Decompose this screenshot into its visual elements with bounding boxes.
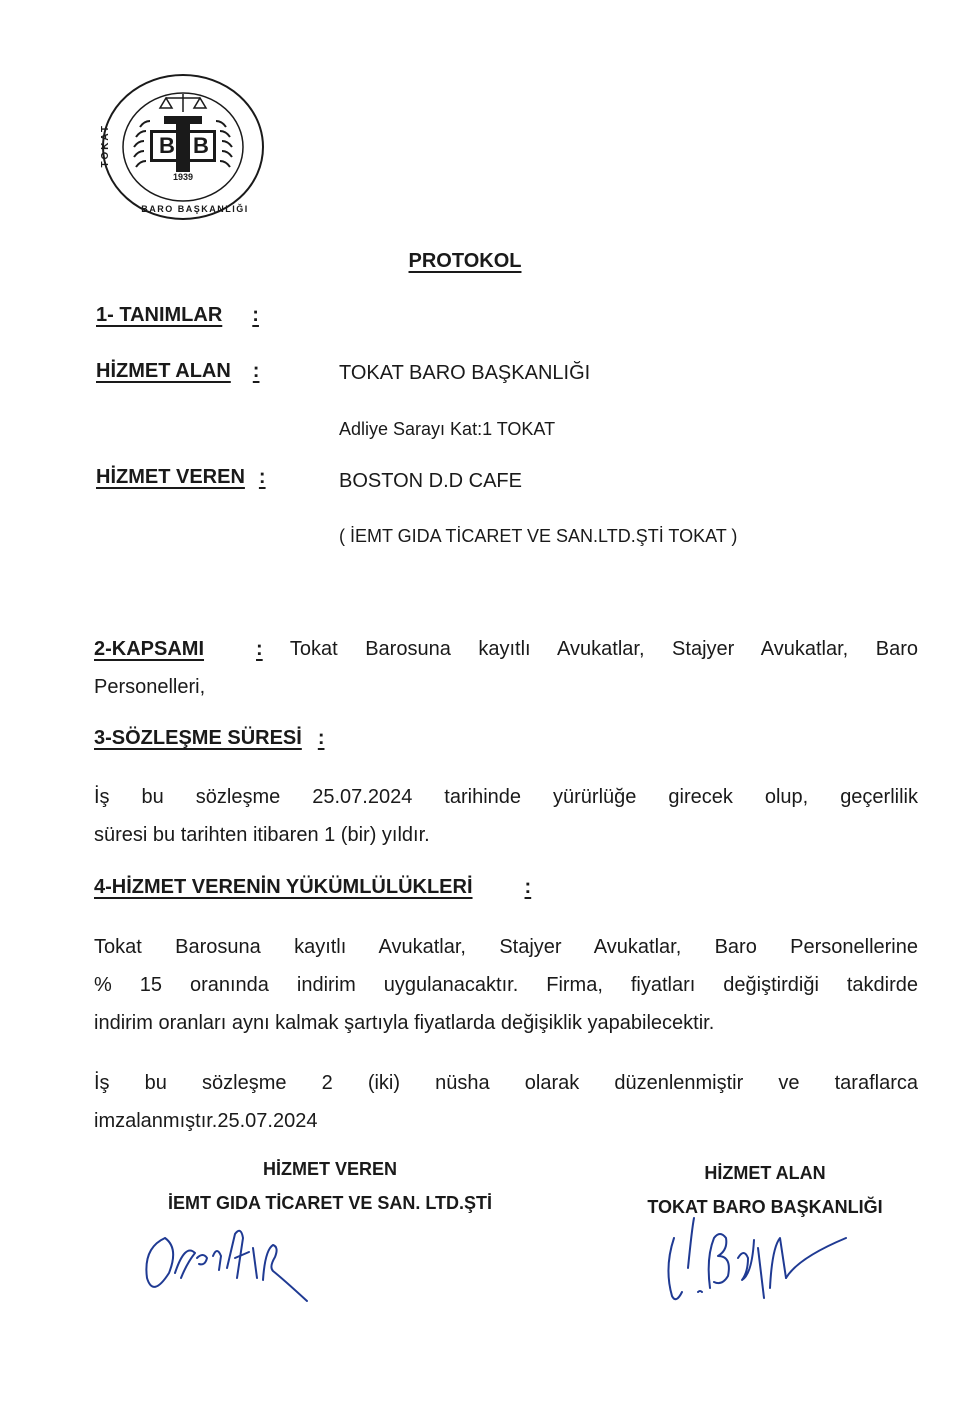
document-title: PROTOKOL <box>408 250 522 272</box>
bar-association-seal <box>98 72 268 222</box>
closing-line-2: imzalanmıştır.25.07.2024 <box>94 1110 318 1132</box>
signature-left-handwriting <box>135 1218 335 1308</box>
seal-bottom-text: BARO BAŞKANLIĞI <box>141 204 249 214</box>
signature-block-left <box>110 1152 550 1220</box>
hizmet-alan-colon: : <box>252 360 260 382</box>
section-tanimlar-label <box>96 304 259 327</box>
seal-letter-left: B <box>159 133 175 158</box>
yukumluluk-body <box>94 928 918 1042</box>
tanimlar-colon: : <box>252 304 259 326</box>
sure-label: 3-SÖZLEŞME SÜRESİ <box>94 727 302 749</box>
signature-left-role: HİZMET VEREN <box>262 1159 397 1179</box>
yukumluluk-label: 4-HİZMET VERENİN YÜKÜMLÜLÜKLERİ <box>94 876 473 898</box>
signature-right-name: TOKAT BARO BAŞKANLIĞI <box>647 1197 883 1217</box>
signature-left-name: İEMT GIDA TİCARET VE SAN. LTD.ŞTİ <box>168 1193 492 1213</box>
seal-letter-right: B <box>193 133 209 158</box>
hizmet-veren-label: HİZMET VEREN <box>96 466 245 488</box>
hizmet-veren-colon: : <box>258 466 266 488</box>
hizmet-veren-name: BOSTON D.D CAFE <box>339 470 522 492</box>
kapsam-line-1 <box>94 630 918 668</box>
yukumluluk-line-3: indirim oranları aynı kalmak şartıyla fiyatlarda değişiklik yapabilecektir. <box>94 1012 715 1034</box>
yukumluluk-line-2: % 15 oranında indirim uygulanacaktır. Firma, fiyatları değiştirdiği takdirde <box>94 974 918 996</box>
kapsam-line-2: Personelleri, <box>94 676 206 698</box>
yukumluluk-colon: : <box>524 876 532 898</box>
hizmet-veren-label-row <box>96 466 266 489</box>
closing-line-1: İş bu sözleşme 2 (iki) nüsha olarak düzenlenmiştir ve taraflarca <box>94 1072 918 1094</box>
tanimlar-label: 1- TANIMLAR <box>96 304 223 326</box>
sure-line-1: İş bu sözleşme 25.07.2024 tarihinde yürürlüğe girecek olup, geçerlilik <box>94 786 918 808</box>
kapsam-label: 2-KAPSAMI : <box>94 638 263 660</box>
hizmet-alan-label-row <box>96 360 259 383</box>
closing-body <box>94 1064 918 1140</box>
yukumluluk-line-1: Tokat Barosuna kayıtlı Avukatlar, Stajyer Avukatlar, Baro Personellerine <box>94 936 918 958</box>
yukumluluk-label-row <box>94 876 531 899</box>
kapsam-text-1: Tokat Barosuna kayıtlı Avukatlar, Stajyer Avukatlar, Baro <box>289 638 918 660</box>
hizmet-veren-company: ( İEMT GIDA TİCARET VE SAN.LTD.ŞTİ TOKAT ) <box>339 526 738 546</box>
sure-line-2: süresi bu tarihten itibaren 1 (bir) yıldır. <box>94 824 430 846</box>
hizmet-alan-name: TOKAT BARO BAŞKANLIĞI <box>339 362 591 384</box>
signature-right-handwriting <box>650 1208 870 1308</box>
sure-colon: : <box>317 727 325 749</box>
sure-body <box>94 778 918 854</box>
seal-year: 1939 <box>172 172 194 182</box>
hizmet-alan-address: Adliye Sarayı Kat:1 TOKAT <box>339 419 556 439</box>
hizmet-alan-label: HİZMET ALAN <box>96 360 231 382</box>
sure-label-row <box>94 727 324 750</box>
seal-top-text: TOKAT <box>100 124 111 168</box>
kapsam-block <box>94 630 918 706</box>
signature-right-role: HİZMET ALAN <box>704 1163 826 1183</box>
